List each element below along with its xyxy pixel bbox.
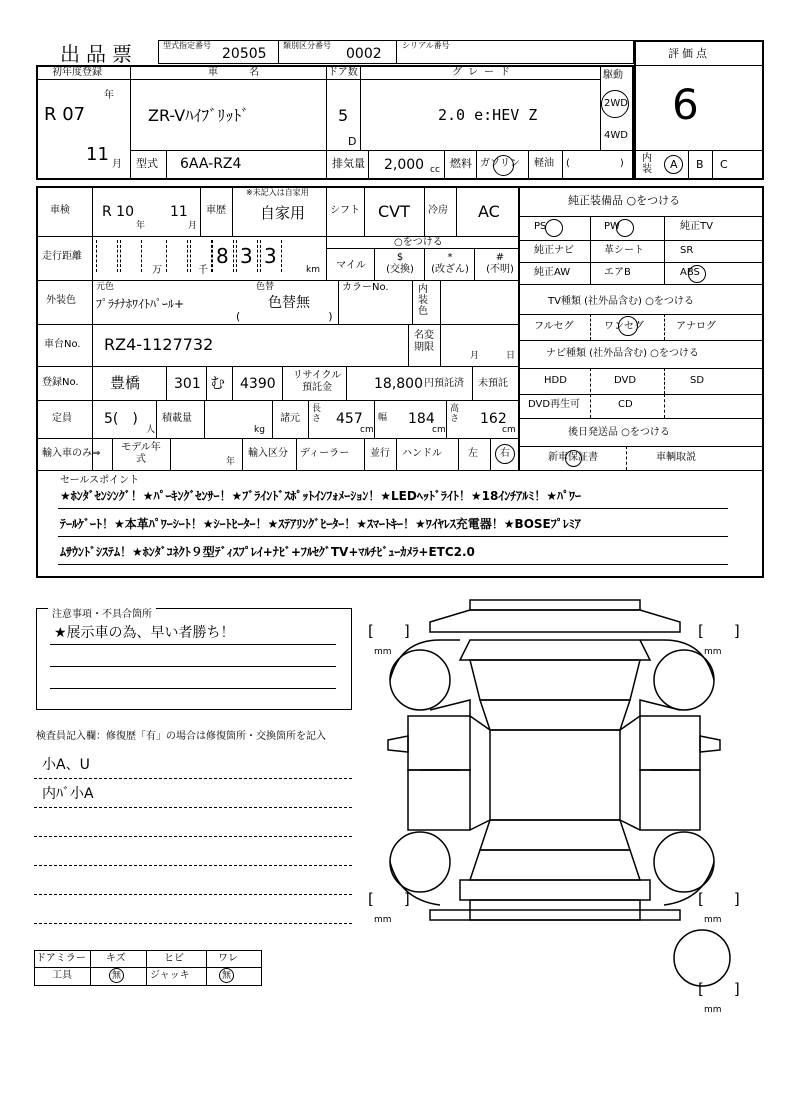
model-type-value: 6AA-RZ4 [180,156,242,172]
inspection-label: 車検 [50,205,70,216]
handle-left: 左 [468,448,478,459]
legend-header: ドアミラー [36,953,86,964]
rating-value: 6 [672,80,699,129]
orig-color-label: 元色 [96,282,115,292]
sheet-title: 出品票 [60,42,138,66]
shift-label: シフト [330,205,360,216]
orig-color-value: ﾌﾟﾗﾁﾅﾎﾜｲﾄﾊﾟｰﾙ+ [96,297,185,311]
ac-value: AC [478,202,500,221]
interior-grade-a: A [670,158,678,171]
capacity-unit: 人 [146,425,156,435]
handle-label: ハンドル [402,448,442,459]
repaint-paren: ( ) [236,310,333,323]
tire-bracket: [ ] [368,890,410,908]
equipment-item: SR [680,245,694,256]
model-designation-label: 型式指定番号 [163,41,211,50]
legend-header: ワレ [218,953,238,964]
tv-item: アナログ [676,321,716,332]
load-label: 積載量 [162,413,192,424]
recycle-unpaid: 未預託 [478,378,508,389]
equipment-title: 純正装備品 ○をつける [568,194,681,207]
equipment-item: エアB [604,267,631,278]
interior-grade-label: 内装 [642,153,652,175]
mileage-man-unit: 万 [152,265,162,276]
tire-mm-label: mm [704,915,722,925]
equipment-item: 純正AW [534,267,571,278]
sales-points-label: セールスポイント [60,475,140,486]
mileage-digit: 3 [264,244,277,268]
fuel-gasoline: ガソリン [480,158,520,169]
reg-kana: む [210,374,226,392]
category-value: 0002 [346,46,382,62]
car-name-value: ZR-Vﾊｲﾌﾞﾘｯﾄﾞ [148,106,250,125]
tire-mm-label: mm [704,1005,722,1015]
first-reg-era: R 07 [44,104,86,125]
navi-item: CD [618,399,633,410]
mileage-digit: 3 [240,244,253,268]
grade-label: グレード [452,67,516,78]
serial-label: シリアル番号 [402,41,450,50]
navi-item: HDD [544,375,567,386]
tv-item: ワンセグ [604,321,644,332]
sales-point-line: ﾑｻｳﾝﾄﾞｼｽﾃﾑ！★ﾎﾝﾀﾞｺﾈｸﾄ９型ﾃﾞｨｽﾌﾟﾚｲ+ﾅﾋﾞ+ﾌﾙｾｸﾞTV+ﾏﾙﾁﾋﾞｭｰｶﾒﾗ+ETC2.0 [60,545,475,559]
length-unit: cm [360,425,374,435]
exterior-label: 外装色 [46,295,76,306]
height-label: 高さ [450,404,460,424]
legend-cell: 工具 [52,970,72,981]
length-value: 457 [336,411,363,427]
inspector-line: 小A、U [42,757,90,773]
tire-mm-label: mm [374,915,392,925]
recycle-label: リサイクル預託金 [292,370,342,393]
legend-cell: 無 [112,971,122,981]
equipment-item: PS [534,221,547,232]
later-item: 新車保証書 [548,452,598,463]
mileage-check-label: ○をつける [394,237,443,248]
navi-item: DVD再生可 [528,399,581,410]
model-year-unit: 年 [226,457,236,467]
door-type: D [348,135,357,148]
navi-item: SD [690,375,705,386]
navi-title: ナビ種類 (社外品含む) ○をつける [546,348,699,359]
later-item: 車輌取説 [656,452,696,463]
tire-mm-label: mm [704,647,722,657]
import-class-label: 輸入区分 [248,448,288,459]
first-reg-month-unit: 月 [112,159,122,170]
ac-label: 冷房 [428,205,448,216]
doors-label: ドア数 [328,67,358,78]
inspection-month-unit: 月 [188,221,198,231]
inspection-year-unit: 年 [136,221,146,231]
drive-label: 駆動 [603,70,623,81]
load-unit: kg [254,425,265,435]
mileage-option: マイル [336,260,366,271]
tire-bracket: [ ] [698,980,740,998]
mileage-unit: km [306,265,320,275]
mileage-sen-unit: 千 [198,265,208,276]
width-value: 184 [408,411,435,427]
recycle-status: 円預託済 [424,378,464,389]
recycle-amount: 18,800 [374,376,423,392]
spare-wheel [674,930,730,986]
model-type-label: 型式 [136,157,158,170]
navi-item: DVD [614,375,637,386]
first-reg-month: 11 [86,144,109,165]
import-parallel: 並行 [370,448,390,459]
legend-header: ヒビ [164,953,184,964]
sales-point-line: ★ﾎﾝﾀﾞｾﾝｼﾝｸﾞ！★ﾊﾟｰｷﾝｸﾞｾﾝｻｰ！★ﾌﾞﾗｲﾝﾄﾞｽﾎﾟｯﾄｲﾝﾌｫﾒｰｼｮﾝ！★LEDﾍｯﾄﾞﾗｲﾄ！★18ｲﾝﾁｱﾙﾐ！★ﾊﾟﾜｰ [60,489,582,503]
drive-2wd: 2WD [604,98,628,109]
reg-area: 豊橋 [110,374,141,392]
rating-label: 評価点 [668,47,710,60]
model-designation-value: 20505 [222,46,267,62]
later-title: 後日発送品 ○をつける [568,427,670,438]
height-unit: cm [502,425,516,435]
notes-label: 注意事項・不具合箇所 [52,609,152,620]
tire-mm-label: mm [374,647,392,657]
width-label: 幅 [378,413,388,423]
grade-value: 2.0 e:HEV Z [438,106,538,124]
reg-class: 301 [174,376,201,392]
first-reg-label: 初年度登録 [52,67,102,78]
category-label: 類別区分番号 [283,41,331,50]
handle-right: 右 [500,448,510,459]
first-reg-year-unit: 年 [104,90,114,101]
equipment-item: ABS [680,267,700,278]
interior-grade-c: C [720,158,728,171]
color-no-label: カラーNo. [342,282,389,293]
doors-value: 5 [338,106,349,125]
width-unit: cm [432,425,446,435]
equipment-item: PW [604,221,620,232]
repaint-label: 色替 [256,282,275,292]
length-label: 長さ [312,404,322,424]
sales-point-line: ﾃｰﾙｹﾞｰﾄ！★本革ﾊﾟﾜｰｼｰﾄ！★ｼｰﾄﾋｰﾀｰ！★ｽﾃｱﾘﾝｸﾞﾋｰﾀｰ！★ｽﾏｰﾄｷｰ！★ﾜｲﾔﾚｽ充電器！★BOSEﾌﾟﾚﾐｱ [60,517,581,531]
note-line: ★展示車の為、早い者勝ち！ [54,625,235,641]
mileage-option: * (改ざん) [431,252,469,275]
tire-bracket: [ ] [368,622,410,640]
reg-no-label: 登録No. [42,377,79,388]
interior-color-label: 内装色 [418,284,428,317]
mileage-option: $ (交換) [386,252,414,275]
displacement-label: 排気量 [332,157,365,170]
mileage-option: # (不明) [486,252,514,275]
history-label: 車歴 [206,205,226,216]
drive-4wd: 4WD [604,130,628,141]
chassis-value: RZ4-1127732 [104,335,214,354]
reg-number: 4390 [240,376,276,392]
legend-cell: 無 [222,971,232,981]
inspector-line: 内ﾊﾞ小A [42,786,94,802]
tv-title: TV種類 (社外品含む) ○をつける [548,296,694,307]
fuel-diesel: 軽油 [534,158,554,169]
mileage-digit: 8 [216,244,229,268]
fuel-label: 燃料 [450,157,472,170]
shift-value: CVT [378,202,410,221]
displacement-unit: cc [430,165,440,175]
equipment-item: 革シート [604,245,644,256]
tire-bracket: [ ] [698,622,740,640]
mileage-label: 走行距離 [42,251,82,262]
name-change-label: 名変期限 [414,330,434,353]
import-dealer: ディーラー [300,448,350,459]
legend-header: キズ [106,953,126,964]
name-change-month: 月 [470,351,480,361]
displacement-value: 2,000 [384,157,425,173]
repaint-value: 色替無 [268,295,310,311]
fuel-other: ( ) [566,158,624,169]
inspection-month: 11 [170,204,188,220]
name-change-day: 日 [506,351,516,361]
chassis-label: 車台No. [44,339,81,350]
tv-item: フルセグ [534,321,574,332]
equipment-item: 純正TV [680,221,713,232]
capacity-value: 5( ) [104,411,138,427]
history-note: ※未記入は自家用 [246,188,309,197]
legend-cell: ジャッキ [150,970,190,981]
equipment-item: 純正ナビ [534,245,574,256]
import-only-label: 輸入車のみ⇒ [42,448,101,459]
height-value: 162 [480,411,507,427]
inspection-era: R 10 [102,204,134,220]
history-value: 自家用 [260,204,306,222]
interior-grade-b: B [696,158,704,171]
capacity-label: 定員 [52,413,72,424]
dims-label: 諸元 [280,413,300,424]
inspector-label: 検査員記入欄：修復歴「有」の場合は修復箇所・交換箇所を記入 [36,731,326,742]
tire-bracket: [ ] [698,890,740,908]
car-name-label: 車 名 [208,67,274,78]
model-year-label: モデル年式 [121,442,161,465]
